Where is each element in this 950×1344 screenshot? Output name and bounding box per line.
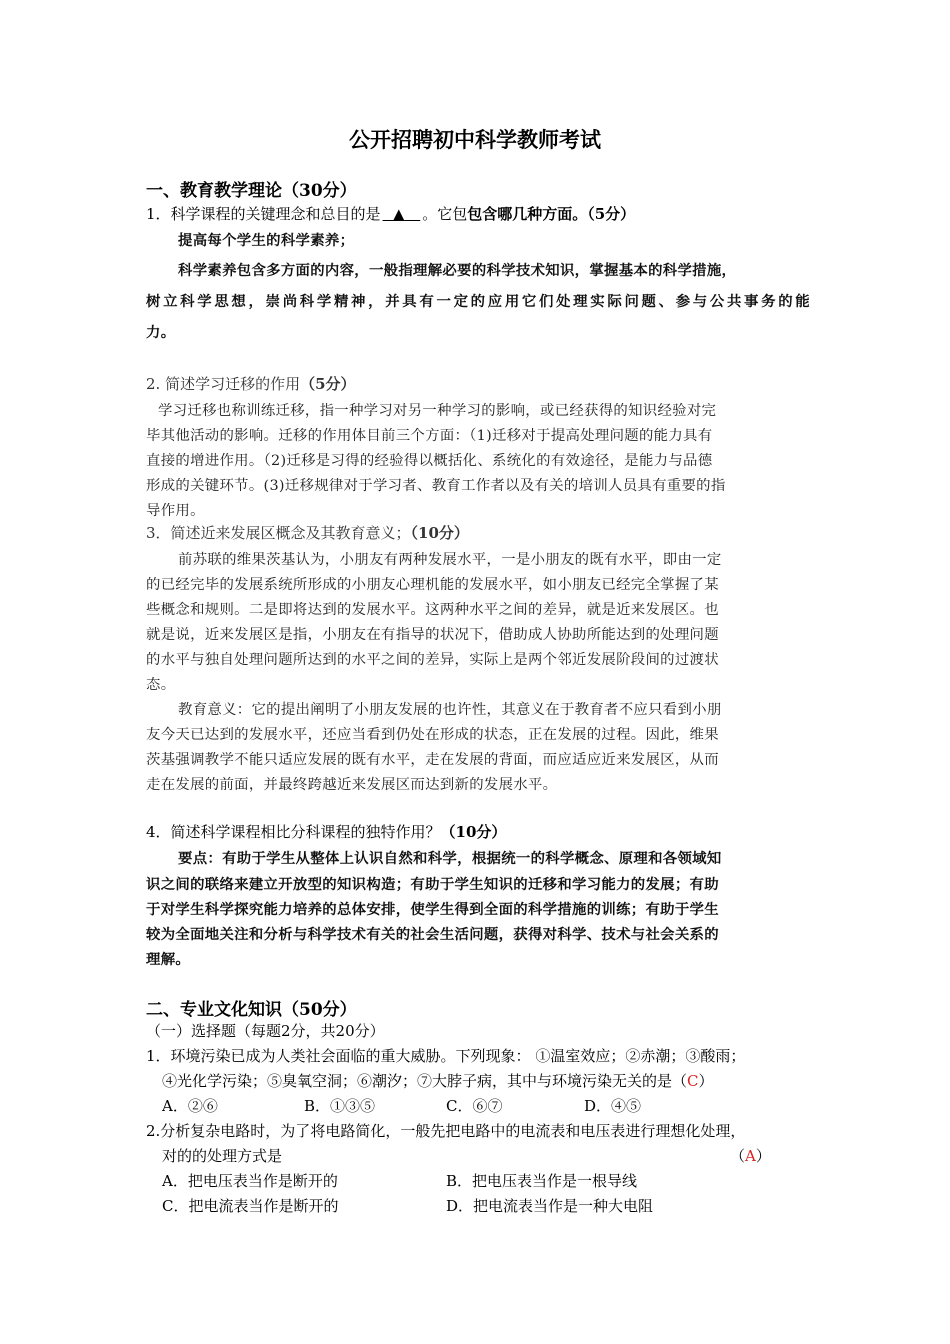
mc-1-option-b: B．①③⑤	[304, 1097, 376, 1115]
answer-4-line-4: 较为全面地关注和分析与科学技术有关的社会生活问题，获得对科学、技术与社会关系的	[146, 926, 719, 943]
answer-1-line-2: 科学素养包含多方面的内容，一般指理解必要的科学技术知识，掌握基本的科学措施，	[178, 262, 737, 279]
mc-question-2-answer-slot	[730, 1145, 771, 1166]
question-3-score: （10分）	[410, 524, 469, 542]
answer-2-line-4: 形成的关键环节。(3)迁移规律对于学习者、教育工作者以及有关的培训人员具有重要的指	[146, 478, 726, 494]
section-2-subheading: （一）选择题（每题2分，共20分）	[146, 1022, 385, 1040]
mc-question-2-close: ）	[755, 1147, 771, 1165]
answer-3-line-5: 的水平与独自处理问题所达到的水平之间的差异，实际上是两个邻近发展阶段间的过渡状	[146, 652, 719, 668]
answer-blank	[381, 205, 423, 223]
mc-2-option-d: D．把电流表当作是一种大电阻	[446, 1197, 654, 1215]
question-3	[146, 522, 469, 543]
section-1-heading: 一、教育教学理论（30分）	[146, 181, 357, 201]
mc-question-2-line-2: 对的的处理方式是	[162, 1147, 283, 1165]
answer-3-line-7: 教育意义：它的提出阐明了小朋友发展的也许性，其意义在于教育者不应只看到小朋	[178, 702, 722, 718]
answer-1-line-1: 提高每个学生的科学素养；	[178, 232, 355, 249]
mc-question-1-close: ）	[698, 1072, 714, 1090]
question-4-label: 4．简述科学课程相比分科课程的独特作用？	[146, 823, 441, 841]
page-title: 公开招聘初中科学教师考试	[349, 127, 601, 152]
answer-1-line-4: 力。	[146, 324, 176, 341]
mc-question-1-line-2	[162, 1070, 714, 1091]
mc-2-option-a: A．把电压表当作是断开的	[162, 1172, 338, 1190]
mc-1-option-a: A．②⑥	[162, 1097, 218, 1115]
answer-4-line-1: 要点：有助于学生从整体上认识自然和科学，根据统一的科学概念、原理和各领域知	[178, 850, 722, 867]
question-1-prefix: 1．科学课程的关键理念和总目的是	[146, 205, 381, 223]
answer-2-line-1: 学习迁移也称训练迁移，指一种学习对另一种学习的影响，或已经获得的知识经验对完	[158, 403, 717, 419]
question-2-score: （5分）	[300, 375, 356, 393]
mc-1-option-c: C．⑥⑦	[446, 1097, 503, 1115]
answer-4-line-5: 理解。	[146, 951, 191, 968]
mc-question-1-line-1: 1．环境污染已成为人类社会面临的重大威胁。下列现象： ①温室效应；②赤潮；③酸雨；	[146, 1047, 746, 1065]
question-2-label: 2. 简述学习迁移的作用	[146, 375, 301, 393]
blank-marker: ▲	[393, 205, 405, 223]
answer-1-line-3: 树立科学思想，崇尚科学精神，并具有一定的应用它们处理实际问题、参与公共事务的能	[146, 293, 810, 310]
answer-3-line-9: 茨基强调教学不能只适应发展的既有水平，走在发展的背面，而应适应近来发展区，从而	[146, 752, 719, 768]
answer-3-line-10: 走在发展的前面，并最终跨越近来发展区而达到新的发展水平。	[146, 777, 558, 793]
mc-question-2-answer: A	[745, 1147, 756, 1165]
answer-3-line-8: 友今天已达到的发展水平，还应当看到仍处在形成的状态，正在发展的过程。因此，维果	[146, 727, 719, 743]
question-1-mid: 。它包	[422, 205, 468, 223]
question-1-bold: 包含哪几种方面。（5分）	[467, 205, 636, 223]
question-1	[146, 203, 635, 224]
mc-question-2-line-1: 2.分析复杂电路时，为了将电路简化，一般先把电路中的电流表和电压表进行理想化处理，	[146, 1122, 746, 1140]
mc-1-option-d: D．④⑤	[584, 1097, 642, 1115]
mc-2-option-b: B．把电压表当作是一根导线	[446, 1172, 638, 1190]
question-4-score: （10分）	[440, 823, 507, 841]
question-4	[146, 821, 506, 842]
answer-3-line-1: 前苏联的维果茨基认为，小朋友有两种发展水平，一是小朋友的既有水平，即由一定	[178, 552, 722, 568]
answer-3-line-6: 态。	[146, 677, 176, 693]
answer-2-line-2: 毕其他活动的影响。迁移的作用体目前三个方面：（1)迁移对于提高处理问题的能力具有	[146, 428, 713, 444]
answer-3-line-3: 些概念和规则。二是即将达到的发展水平。这两种水平之间的差异，就是近来发展区。也	[146, 602, 719, 618]
mc-question-2-open: （	[730, 1147, 746, 1165]
section-2-heading: 二、专业文化知识（50分）	[146, 1000, 357, 1020]
answer-2-line-3: 直接的增进作用。（2)迁移是习得的经验得以概括化、系统化的有效途径，是能力与品德	[146, 453, 713, 469]
question-2	[146, 373, 356, 394]
answer-3-line-4: 就是说，近来发展区是指，小朋友在有指导的状况下，借助成人协助所能达到的处理问题	[146, 627, 719, 643]
question-3-label: 3．简述近来发展区概念及其教育意义；	[146, 524, 411, 542]
answer-4-line-3: 于对学生科学探究能力培养的总体安排，使学生得到全面的科学措施的训练；有助于学生	[146, 901, 719, 918]
answer-4-line-2: 识之间的联络来建立开放型的知识构造；有助于学生知识的迁移和学习能力的发展；有助	[146, 876, 719, 893]
answer-3-line-2: 的已经完毕的发展系统所形成的小朋友心理机能的发展水平，如小朋友已经完全掌握了某	[146, 577, 719, 593]
mc-question-1-stem: ④光化学污染；⑤臭氧空洞；⑥潮汐；⑦大脖子病，其中与环境污染无关的是（	[162, 1072, 688, 1090]
mc-question-1-answer: C	[687, 1072, 699, 1090]
answer-2-line-5: 导作用。	[146, 503, 205, 519]
mc-2-option-c: C．把电流表当作是断开的	[162, 1197, 339, 1215]
